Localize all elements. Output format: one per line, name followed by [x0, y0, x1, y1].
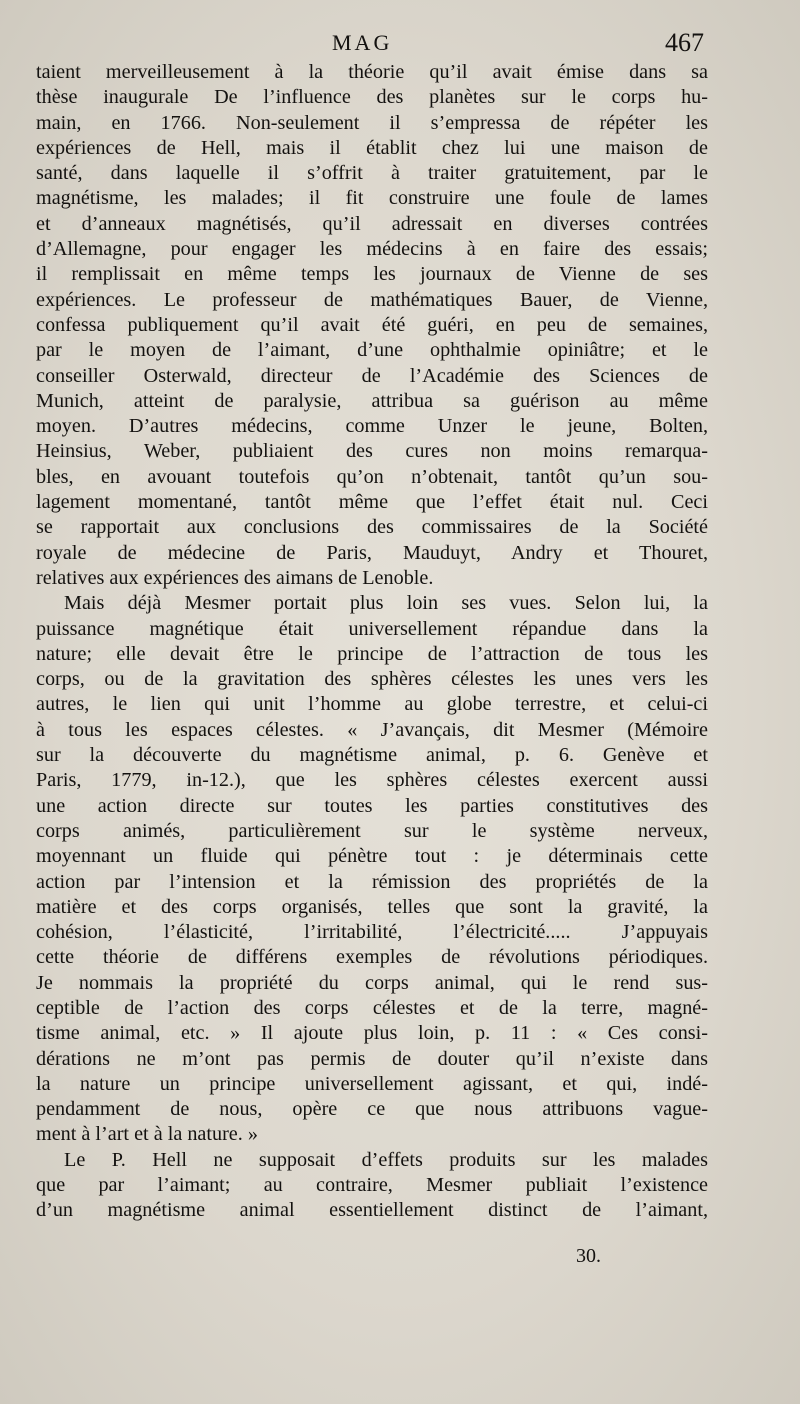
text-line: action par l’intension et la rémission des propriétés de la: [36, 870, 708, 893]
text-line: royale de médecine de Paris, Mauduyt, Andry et Thouret,: [36, 541, 708, 564]
text-line: matière et des corps organisés, telles que sont la gravité, la: [36, 895, 708, 918]
text-line: corps, ou de la gravitation des sphères célestes les unes vers les: [36, 668, 708, 691]
text-line: tisme animal, etc. » Il ajoute plus loin, p. 11 : « Ces consi-: [36, 1022, 708, 1045]
running-head: MAG: [332, 30, 393, 55]
text-line: main, en 1766. Non-seulement il s’empressa de répéter les: [36, 111, 708, 134]
text-line: que par l’aimant; au contraire, Mesmer publiait l’existence: [36, 1174, 708, 1197]
text-line: Heinsius, Weber, publiaient des cures non moins remarqua-: [36, 440, 708, 463]
text-line: à tous les espaces célestes. « J’avançais, dit Mesmer (Mémoire: [36, 718, 708, 741]
page-number: 467: [665, 28, 704, 57]
text-line: cette théorie de différens exemples de révolutions périodiques.: [36, 946, 708, 969]
text-line: santé, dans laquelle il s’offrit à traiter gratuitement, par le: [36, 162, 708, 185]
text-line: cohésion, l’élasticité, l’irritabilité, l’électricité..... J’appuyais: [36, 921, 708, 944]
paragraph-end-line: relatives aux expériences des aimans de Lenoble.: [36, 566, 434, 589]
text-line: Paris, 1779, in-12.), que les sphères célestes exercent aussi: [36, 769, 708, 792]
text-line: magnétisme, les malades; il fit construire une foule de lames: [36, 187, 708, 210]
text-line: lagement momentané, tantôt même que l’effet était nul. Ceci: [36, 491, 708, 514]
text-line: d’Allemagne, pour engager les médecins à en faire des essais;: [36, 238, 708, 261]
text-line: pendamment de nous, opère ce que nous attribuons vague-: [36, 1098, 708, 1121]
paragraph-start-line: Mais déjà Mesmer portait plus loin ses vues. Selon lui, la: [64, 592, 708, 615]
text-line: dérations ne m’ont pas permis de douter qu’il n’existe dans: [36, 1047, 708, 1070]
text-line: taient merveilleusement à la théorie qu’il avait émise dans sa: [36, 61, 708, 83]
text-line: autres, le lien qui unit l’homme au globe terrestre, et celui-ci: [36, 693, 708, 716]
text-line: nature; elle devait être le principe de l’attraction de tous les: [36, 642, 708, 665]
body-text: [36, 60, 708, 1224]
text-line: expériences. Le professeur de mathématiques Bauer, de Vienne,: [36, 288, 708, 311]
text-line: thèse inaugurale De l’influence des planètes sur le corps hu-: [36, 86, 708, 109]
text-line: se rapportait aux conclusions des commissaires de la Société: [36, 516, 708, 539]
page-header: [0, 26, 800, 60]
paragraph-start-line: Le P. Hell ne supposait d’effets produits sur les malades: [64, 1148, 708, 1171]
paragraph-end-line: ment à l’art et à la nature. »: [36, 1123, 258, 1146]
text-line: Je nommais la propriété du corps animal, qui le rend sus-: [36, 971, 708, 994]
text-line: d’un magnétisme animal essentiellement distinct de l’aimant,: [36, 1199, 708, 1222]
text-line: la nature un principe universellement agissant, et qui, indé-: [36, 1072, 708, 1095]
text-line: conseiller Osterwald, directeur de l’Académie des Sciences de: [36, 364, 708, 387]
text-line: corps animés, particulièrement sur le système nerveux,: [36, 819, 708, 842]
text-line: ceptible de l’action des corps célestes et de la terre, magné-: [36, 996, 708, 1019]
text-line: il remplissait en même temps les journaux de Vienne de ses: [36, 263, 708, 286]
text-line: moyennant un fluide qui pénètre tout : je déterminais cette: [36, 845, 708, 868]
text-line: confessa publiquement qu’il avait été guéri, en peu de semaines,: [36, 313, 708, 336]
text-line: sur la découverte du magnétisme animal, p. 6. Genève et: [36, 744, 708, 767]
text-line: bles, en avouant toutefois qu’on n’obtenait, tantôt qu’un sou-: [36, 465, 708, 488]
text-line: puissance magnétique était universellement répandue dans la: [36, 617, 708, 640]
signature-mark: 30.: [576, 1245, 601, 1267]
text-line: moyen. D’autres médecins, comme Unzer le jeune, Bolten,: [36, 415, 708, 438]
text-line: et d’anneaux magnétisés, qu’il adressait en diverses contrées: [36, 212, 708, 235]
text-line: une action directe sur toutes les parties constitutives des: [36, 794, 708, 817]
text-line: par le moyen de l’aimant, d’une ophthalmie opiniâtre; et le: [36, 339, 708, 362]
text-line: Munich, atteint de paralysie, attribua sa guérison au même: [36, 389, 708, 412]
text-line: expériences de Hell, mais il établit chez lui une maison de: [36, 136, 708, 159]
